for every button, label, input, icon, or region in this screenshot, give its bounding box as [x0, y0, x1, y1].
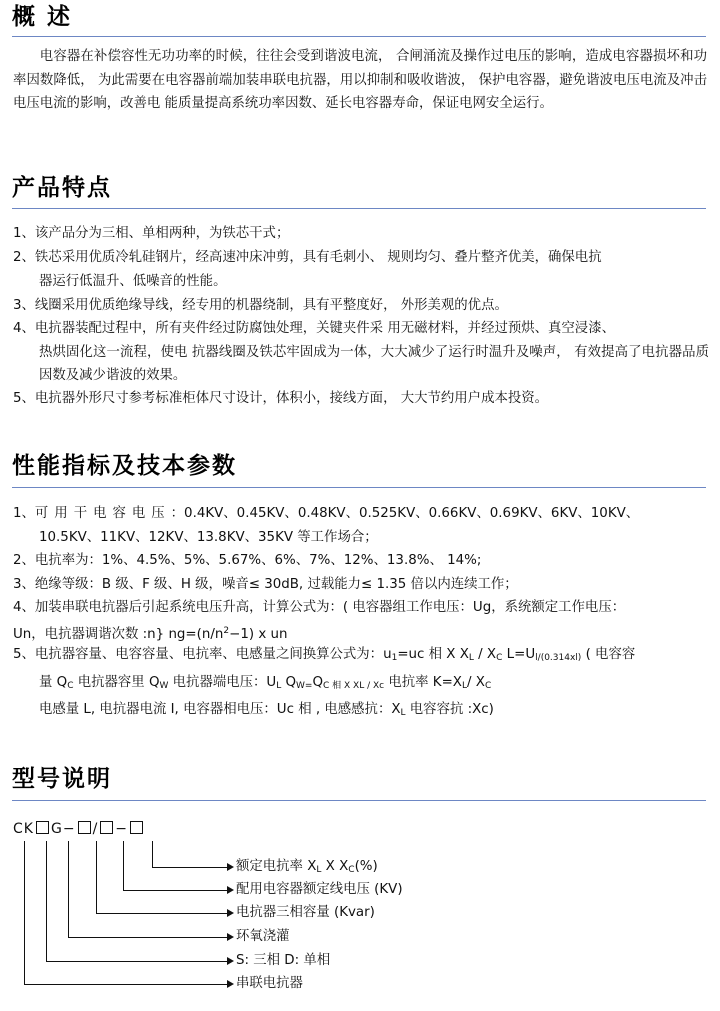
formula-part: Un，电抗器调谐次数 :n} ng=(n/n [13, 626, 224, 642]
model-code-diagram [0, 810, 720, 1000]
feature-item-2 [13, 246, 709, 293]
formula-subscript: L [276, 680, 282, 691]
formula-part: 电抗器容量、电容容量、电抗率、电感量之间换算公式为：u [34, 647, 392, 662]
spec-item-1 [13, 502, 709, 549]
legend-phase: S: 三相 D: 单相 [236, 953, 331, 968]
legend-reactance-rate [236, 858, 378, 879]
spec-item-num: 1、 [13, 506, 35, 521]
formula-subscript: W [159, 680, 169, 691]
formula-part: / X [466, 674, 485, 690]
legend-subscript: L [316, 865, 322, 875]
legend-epoxy: 环氧浇灌 [236, 929, 290, 944]
leader-line [96, 841, 97, 913]
leader-line [152, 841, 153, 867]
overview-divider [12, 36, 706, 37]
leader-line [24, 841, 25, 984]
features-heading: 产品特点 [12, 174, 112, 201]
spec-item-num: 2、 [13, 553, 35, 568]
formula-part: ( 电容容 [581, 647, 636, 662]
code-box-capacity [78, 821, 91, 834]
features-divider [12, 208, 706, 209]
formula-superscript: 2 [223, 625, 230, 636]
formula-subscript: W= [296, 680, 313, 691]
leader-line [46, 961, 228, 962]
formula-part: 电抗器容里 Q [73, 674, 160, 690]
formula-part: =uc 相 X X [397, 647, 469, 662]
spec-item-3 [13, 573, 709, 597]
formula-subscript: C [496, 653, 503, 663]
code-prefix: CK [13, 821, 34, 837]
formula-part: / X [473, 647, 497, 662]
code-dash: − [115, 821, 129, 837]
formula-subscript: 1 [391, 653, 398, 663]
formula-subscript: l/(0.314xl) [535, 653, 582, 663]
code-epoxy: G− [50, 821, 76, 837]
spec-item-5 [13, 643, 709, 726]
model-code [13, 819, 145, 839]
spec-item-cont: 10.5KV、11KV、12KV、13.8KV、35KV 等工作场合； [39, 529, 378, 545]
spec-item-num: 4、 [13, 600, 35, 615]
legend-text: (%) [354, 859, 378, 874]
formula-part: 电感量 L, 电抗器电流 I, 电容器相电压：Uc 相 , 电感感抗：X [39, 702, 401, 717]
feature-item-num: 5、 [13, 391, 35, 406]
spec-item-sep: ： [170, 506, 185, 521]
feature-item-num: 3、 [13, 298, 35, 313]
feature-item-text: 线圈采用优质绝缘导线，经专用的机器绕制，具有平整度好， 外形美观的优点。 [34, 298, 508, 313]
arrow-icon [227, 909, 234, 917]
arrow-icon [227, 886, 234, 894]
formula-part: 电抗率 K=X [384, 674, 462, 690]
spec-item-text: 绝缘等级：B 级、F 级、H 级，噪音≤ 30dB, 过载能力≤ 1.35 倍以内连续工作； [34, 577, 518, 592]
leader-line [123, 890, 228, 891]
formula-part: Q [312, 674, 324, 690]
spec-item-5-line2 [13, 671, 709, 699]
legend-series-reactor: 串联电抗器 [236, 976, 303, 991]
leader-line [123, 841, 124, 890]
feature-item-text: 该产品分为三相、单相两种，为铁芯干式； [34, 226, 290, 241]
formula-part: 电容容抗 :Xc) [405, 702, 494, 717]
formula-part: L=U [502, 647, 536, 662]
formula-subscript: L [400, 708, 406, 718]
feature-item-4 [13, 317, 709, 388]
leader-line [24, 984, 228, 985]
spec-item-2 [13, 549, 709, 573]
arrow-icon [227, 863, 234, 871]
feature-item-text: 电抗器外形尺寸参考标准柜体尺寸设计，体积小，接线方面， 大大节约用户成本投资。 [34, 391, 549, 406]
spec-item-num: 3、 [13, 577, 35, 592]
legend-rated-voltage: 配用电容器额定线电压 (KV) [236, 882, 403, 897]
formula-subscript: C [67, 680, 74, 691]
formula-part: −1) x un [229, 626, 288, 642]
specs-divider [12, 487, 706, 488]
code-box-reactance [130, 821, 143, 834]
spec-item-text: 电抗率为：1%、4.5%、5%、5.67%、6%、7%、12%、13.8%、 14%; [34, 553, 482, 568]
formula-subscript: C 相 X XL / Xc [323, 680, 385, 691]
formula-part: Q [281, 674, 297, 690]
code-slash: / [92, 821, 99, 837]
specs-heading: 性能指标及技本参数 [12, 452, 237, 479]
leader-line [68, 937, 228, 938]
spec-item-num: 5、 [13, 647, 35, 662]
code-box-voltage [100, 821, 113, 834]
leader-line [152, 867, 228, 868]
overview-heading: 概 述 [12, 3, 73, 30]
feature-item-1 [13, 222, 709, 246]
feature-item-cont: 热烘固化这一流程，使电 抗器线圈及铁芯牢固成为一体，大大减少了运行时温升及噪声， 有效提高了电抗器品质因数及减少谐波的效果。 [39, 344, 709, 383]
model-heading: 型号说明 [12, 765, 112, 792]
model-divider [12, 800, 706, 801]
legend-subscript: C [348, 865, 355, 875]
leader-line [96, 913, 228, 914]
formula-subscript: L [461, 680, 467, 691]
feature-item-num: 1、 [13, 226, 35, 241]
formula-part: 电抗器端电压：U [168, 674, 277, 690]
legend-text: X X [321, 859, 349, 874]
feature-item-3 [13, 294, 709, 318]
leader-line [46, 841, 47, 961]
feature-item-num: 2、 [13, 250, 35, 265]
feature-item-text: 铁芯采用优质冷轧硅钢片，经高速冲床冲剪，具有毛刺小、 规则均匀、叠片整齐优美，确保电抗 [34, 250, 602, 265]
formula-subscript: L [468, 653, 474, 663]
arrow-icon [227, 980, 234, 988]
spec-item-4 [13, 596, 709, 646]
feature-item-5 [13, 387, 709, 411]
legend-text: 额定电抗率 X [236, 859, 317, 874]
code-box-phase [36, 821, 49, 834]
spec-item-text: 加装串联电抗器后引起系统电压升高，计算公式为：( 电容器组工作电压：Ug，系统额定工作电压： [34, 600, 626, 615]
formula-part: 量 Q [39, 674, 68, 690]
arrow-icon [227, 957, 234, 965]
spec-item-text: 0.4KV、0.45KV、0.48KV、0.525KV、0.66KV、0.69KV、6KV、10KV、 [184, 506, 640, 521]
spec-item-5-line3 [13, 698, 709, 726]
legend-capacity: 电抗器三相容量 (Kvar) [236, 905, 375, 920]
feature-item-cont: 器运行低温升、低噪音的性能。 [39, 273, 227, 289]
arrow-icon [227, 933, 234, 941]
overview-paragraph: 电容器在补偿容性无功功率的时候，往往会受到谐波电流， 合闸涌流及操作过电压的影响，造成电容器损坏和功率因数降低， 为此需要在电容器前端加装串联电抗器，用以抑制和吸收谐波， 保护电容器，避免谐波电压电流及冲击电压电流的影响，改善电 能质量提高系统功率因数、延长电容器寿命，保证电网安全运行。 [13, 49, 707, 111]
feature-item-num: 4、 [13, 321, 35, 336]
feature-item-text: 电抗器装配过程中，所有夹件经过防腐蚀处理，关键夹件采 用无磁材料，并经过预烘、真空浸漆、 [34, 321, 615, 336]
formula-subscript: C [484, 680, 492, 691]
spec-item-label: 可用干电容电压 [34, 506, 171, 521]
leader-line [68, 841, 69, 937]
